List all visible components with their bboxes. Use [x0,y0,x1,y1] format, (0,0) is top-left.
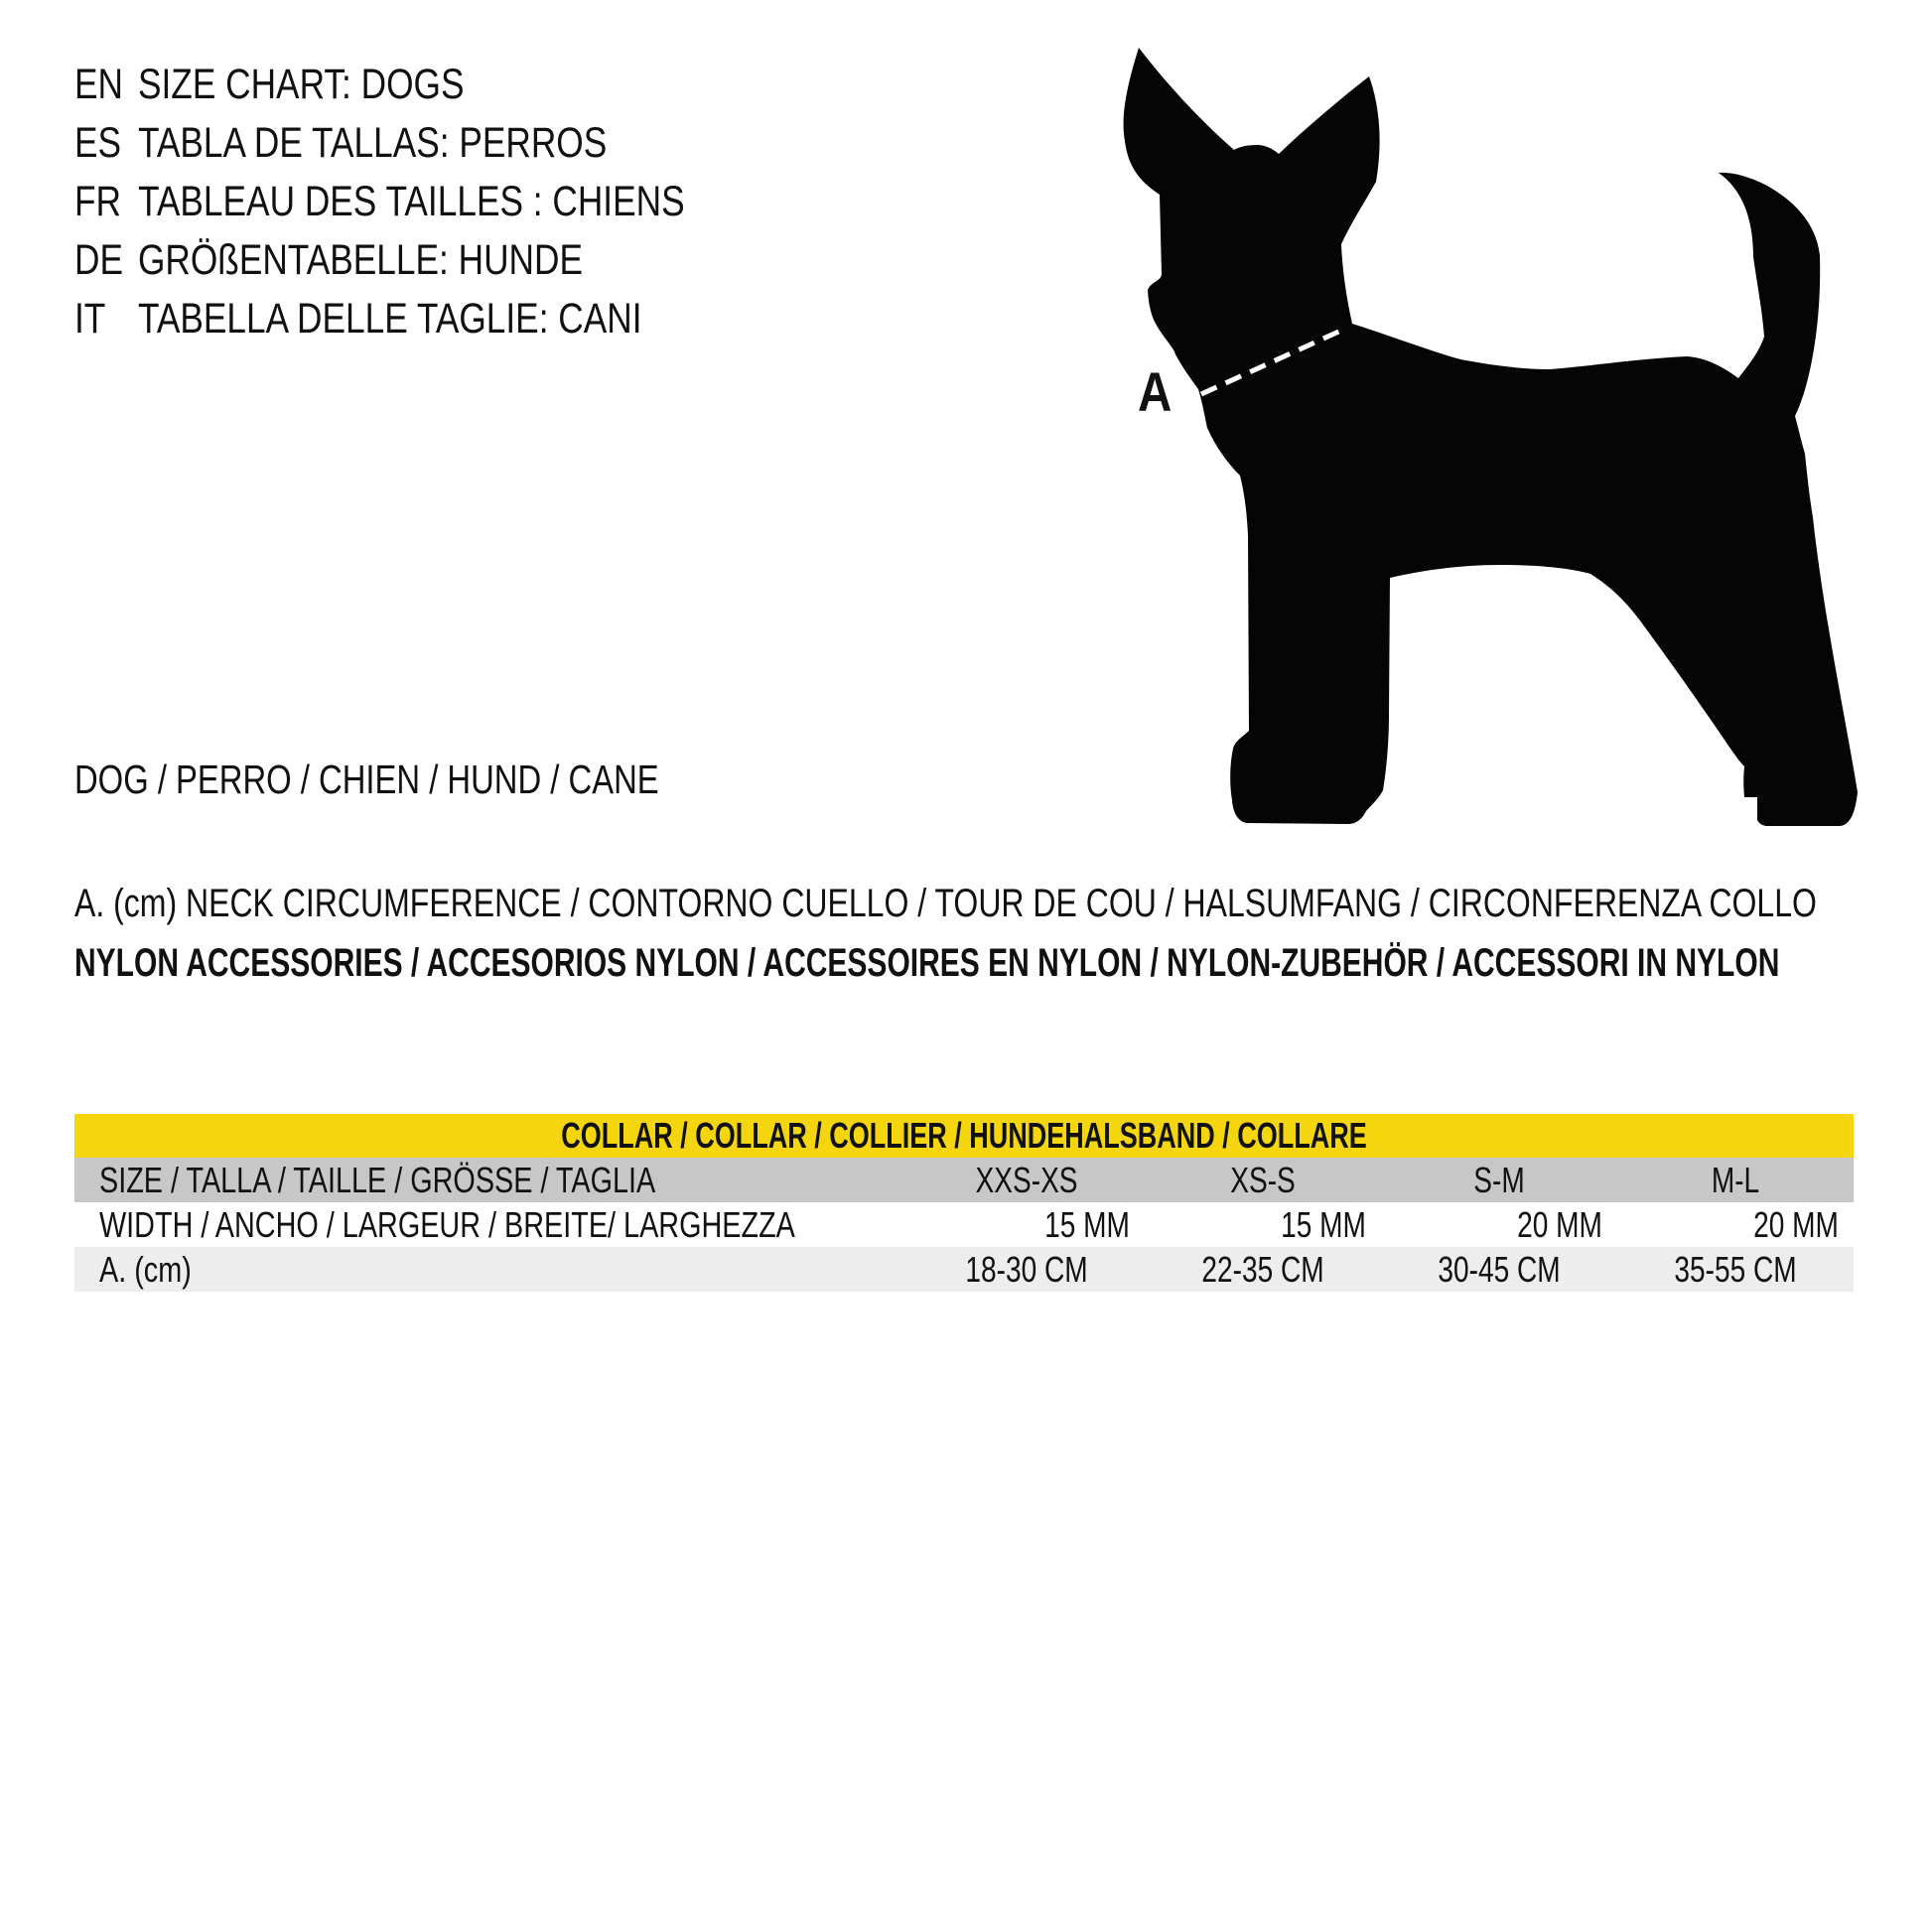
animal-caption [74,755,805,804]
material-note [74,937,1932,989]
language-code: DE [74,236,123,284]
title-text: GRÖßENTABELLE: HUNDE [137,236,583,284]
title-row-es [74,114,685,173]
neck-range-value: 30-45 CM [1438,1248,1561,1290]
title-row-it [74,290,685,348]
width-value: 15 MM [1281,1203,1367,1245]
row-label: WIDTH / ANCHO / LARGEUR / BREITE/ LARGHEZZA [99,1203,795,1245]
measurement-note [74,878,1932,929]
animal-caption-text: DOG / PERRO / CHIEN / HUND / CANE [74,757,659,802]
collar-size-table [74,1114,1854,1292]
title-text: TABLA DE TALLAS: PERROS [137,119,608,167]
language-code: FR [74,178,122,225]
table-header [74,1114,1854,1158]
width-value: 20 MM [1753,1203,1840,1245]
width-value: 15 MM [1044,1203,1131,1245]
title-row-fr [74,173,685,231]
language-code: ES [74,119,122,167]
neck-range-value: 22-35 CM [1201,1248,1324,1290]
table-row-width [74,1202,1854,1247]
title-text: TABLEAU DES TAILLES : CHIENS [137,178,685,225]
size-value: S-M [1473,1159,1525,1200]
table-header-text: COLLAR / COLLAR / COLLIER / HUNDEHALSBAND / COLLARE [561,1115,1367,1156]
language-code: EN [74,61,123,108]
width-value: 20 MM [1517,1203,1603,1245]
title-text: SIZE CHART: DOGS [137,61,465,108]
size-value: XS-S [1230,1159,1296,1200]
dog-silhouette-icon [894,20,1871,829]
title-row-de [74,231,685,290]
dog-figure [894,20,1871,829]
measurement-note-text: A. (cm) NECK CIRCUMFERENCE / CONTORNO CUELLO / TOUR DE COU / HALSUMFANG / CIRCONFERENZA COLLO [74,882,1817,925]
title-language-list [74,56,819,348]
row-label: A. (cm) [99,1248,192,1290]
row-label: SIZE / TALLA / TAILLE / GRÖSSE / TAGLIA [99,1159,656,1200]
neck-range-value: 35-55 CM [1674,1248,1797,1290]
measure-point-label: A [1138,360,1173,423]
title-text: TABELLA DELLE TAGLIE: CANI [137,295,642,343]
size-value: M-L [1711,1159,1760,1200]
table-row-size [74,1158,1854,1202]
neck-range-value: 18-30 CM [965,1248,1088,1290]
material-note-text: NYLON ACCESSORIES / ACCESORIOS NYLON / ACCESSOIRES EN NYLON / NYLON-ZUBEHÖR / ACCESSORI IN NYLON [74,941,1780,985]
language-code: IT [74,295,106,343]
size-value: XXS-XS [975,1159,1078,1200]
title-row-en [74,56,685,114]
table-row-neck-circumference [74,1247,1854,1292]
